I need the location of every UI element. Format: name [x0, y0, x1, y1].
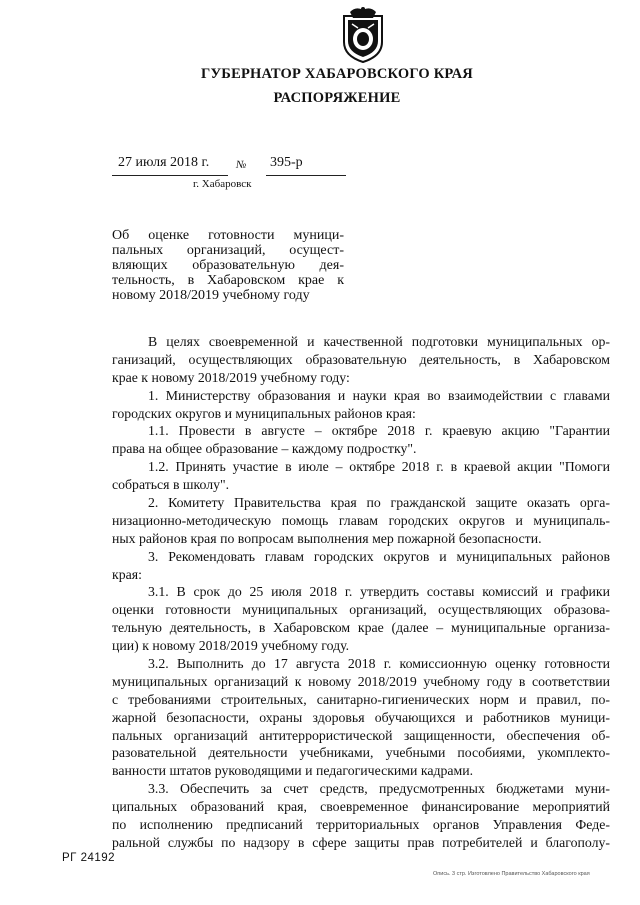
body-line: ральной службы по надзору в сфере защиты прав потребителей и благополу-	[112, 834, 610, 850]
body-line: ганизаций, осуществляющих образовательную деятельность, в Хабаровском	[112, 351, 610, 367]
body-line: низационно-методическую помощь главам городских округов и муниципаль-	[112, 512, 610, 528]
number-underline	[266, 175, 346, 176]
body-line: тельную деятельность, в Хабаровском крае (далее – муниципальные организа-	[112, 620, 610, 636]
body-line: муниципальных организаций к новому 2018/2019 учебному году в соответствии	[112, 673, 610, 689]
body-line: края:	[112, 566, 142, 582]
body-line: 1. Министерству образования и науки края во взаимодействии с главами	[148, 387, 610, 403]
body-line: 3. Рекомендовать главам городских округов и муниципальных районов	[148, 548, 610, 564]
body-line: ципальных образований края, своевременное финансирование мероприятий	[112, 799, 610, 815]
body-line: разовательной деятельности учебниками, учебными пособиями, укомплекто-	[112, 745, 610, 761]
footer-small-print: Опись. 3 стр. Изготовлено Правительство Хабаровского края	[433, 871, 590, 877]
body-line: ванности штатов руководящими и педагогическими кадрами.	[112, 763, 474, 779]
document-subject	[112, 228, 344, 303]
body-line: городских округов и муниципальных районов края:	[112, 405, 416, 421]
body-line: пальных организаций антитеррористической защищенности, обеспечения об-	[112, 727, 610, 743]
subject-line: новому 2018/2019 учебному году	[112, 288, 310, 303]
body-line: ции) к новому 2018/2019 учебному году.	[112, 638, 350, 654]
document-type: РАСПОРЯЖЕНИЕ	[273, 90, 401, 106]
body-line: 1.1. Провести в августе – октябре 2018 г. краевую акцию "Гарантии	[148, 423, 610, 439]
date-underline	[112, 175, 228, 176]
body-line: 3.1. В срок до 25 июля 2018 г. утвердить составы комиссий и графики	[148, 584, 610, 600]
document-body	[112, 333, 610, 852]
body-line: с требованиями строительных, санитарно-гигиенических норм и правил, по-	[112, 691, 610, 707]
body-line: права на общее образование – каждому подростку".	[112, 441, 417, 457]
document-number: 395-р	[270, 155, 303, 170]
body-line: 2. Комитету Правительства края по гражданской защите оказать орга-	[148, 495, 610, 511]
body-line: ных районов края по вопросам выполнения мер пожарной безопасности.	[112, 530, 542, 546]
body-line: 3.2. Выполнить до 17 августа 2018 г. комиссионную оценку готовности	[148, 656, 610, 672]
number-sign: №	[236, 159, 247, 171]
body-line: 1.2. Принять участие в июле – октябре 2018 г. в краевой акции "Помоги	[148, 459, 610, 475]
document-date: 27 июля 2018 г.	[118, 155, 210, 170]
body-line: жарной безопасности, охраны здоровья обучающихся и работников муници-	[112, 709, 610, 725]
body-line: по исполнению предписаний территориальных органов Управления Феде-	[112, 817, 610, 833]
subject-line: вляющих образовательную дея-	[112, 258, 344, 273]
registration-code: РГ 24192	[62, 852, 116, 864]
body-line: 3.3. Обеспечить за счет средств, предусмотренных бюджетами муни-	[148, 781, 610, 797]
date-number-row	[112, 155, 344, 177]
issuing-authority: ГУБЕРНАТОР ХАБАРОВСКОГО КРАЯ	[201, 66, 473, 82]
body-line: собраться в школу".	[112, 477, 230, 493]
subject-line: пальных организаций, осущест-	[112, 243, 344, 258]
body-line: оценки готовности муниципальных организаций, осуществляющих образова-	[112, 602, 610, 618]
body-line: крае к новому 2018/2019 учебному году:	[112, 369, 350, 385]
subject-line: Об оценке готовности муници-	[112, 228, 344, 243]
subject-line: тельность, в Хабаровском крае к	[112, 273, 344, 288]
city-label: г. Хабаровск	[193, 178, 252, 190]
body-line: В целях своевременной и качественной подготовки муниципальных ор-	[148, 334, 610, 349]
coat-of-arms-icon	[340, 6, 386, 64]
